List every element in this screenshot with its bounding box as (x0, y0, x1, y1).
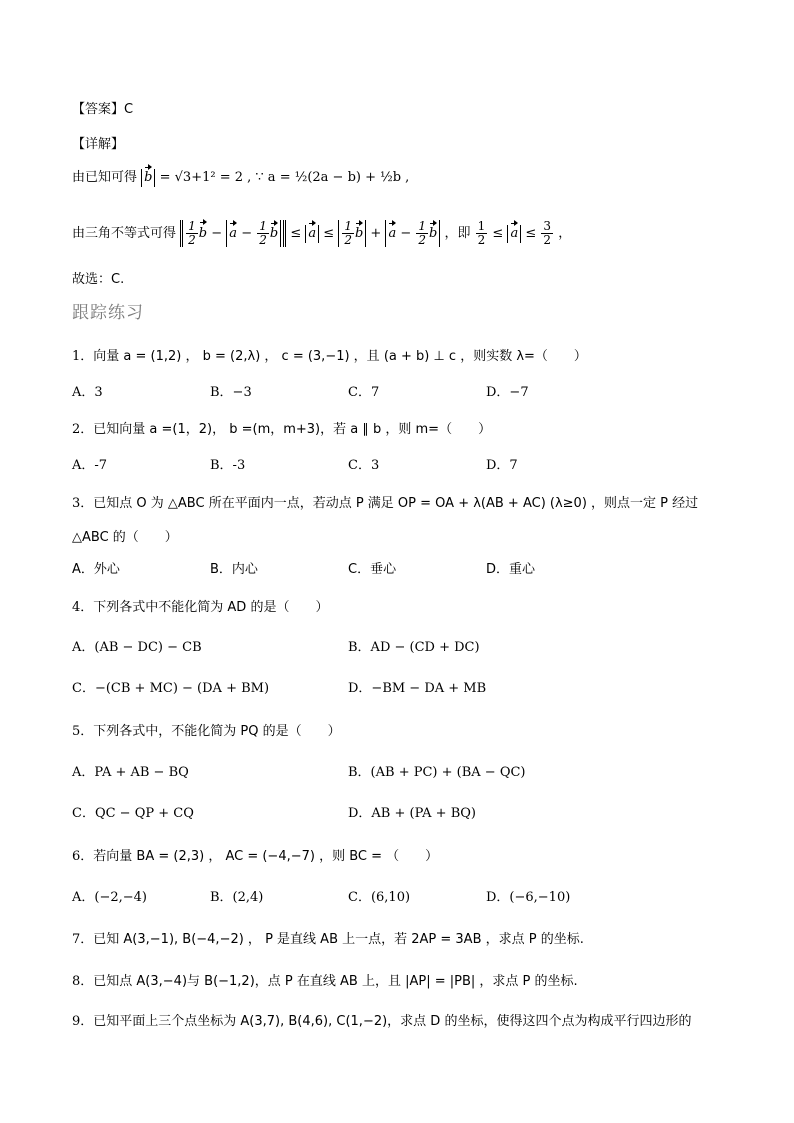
explain-line2-prefix: 由三角不等式可得 (72, 226, 177, 241)
explain-label: 【详解】 (72, 137, 125, 152)
abs-b: b (141, 169, 155, 187)
explain-line-1 (72, 168, 409, 188)
question-number: 1． (72, 349, 94, 364)
q4-option-c: C．−(CB + MC) − (DA + BM) (72, 681, 270, 696)
q6-option-c: C．(6,10) (348, 890, 411, 905)
question-text-line1: 已知点 O 为 △ABC 所在平面内一点，若动点 P 满足 OP = OA + λ(AB + AC) (λ≥0) ，则点一定 P 经过 (93, 496, 699, 511)
q6-option-a: A．(−2,−4) (72, 890, 147, 905)
question-number: 9． (72, 1014, 94, 1029)
answer-label: 【答案】 (72, 102, 125, 117)
q6-option-b: B．(2,4) (210, 890, 264, 905)
q3-option-c: C．垂心 (348, 562, 397, 577)
q6-option-d: D．(−6,−10) (486, 890, 571, 905)
question-3 (72, 494, 698, 514)
q5-option-a: A．PA + AB − BQ (72, 765, 189, 780)
question-text: 已知向量 a =(1，2)， b =(m，m+3)，若 a ∥ b ，则 m=（ ） (93, 422, 492, 437)
q3-option-a: A．外心 (72, 562, 120, 577)
q1-option-b: B．−3 (210, 385, 252, 400)
q5-option-c: C．QC − QP + CQ (72, 806, 194, 821)
question-number: 6． (72, 849, 94, 864)
question-2 (72, 420, 491, 440)
question-number: 3． (72, 496, 94, 511)
question-text: 已知点 A(3,−4)与 B(−1,2)，点 P 在直线 AB 上，且 |AP| = |PB| ，求点 P 的坐标. (93, 974, 578, 989)
question-7 (72, 930, 584, 950)
explain-line2-mid: ，即 (444, 226, 471, 241)
answer-value: C (124, 102, 134, 117)
question-number: 5． (72, 724, 94, 739)
question-text: 下列各式中，不能化简为 PQ 的是（ ） (93, 724, 341, 739)
question-5 (72, 722, 341, 742)
question-number: 8． (72, 974, 94, 989)
q1-option-d: D．−7 (486, 385, 529, 400)
q2-option-c: C．3 (348, 458, 380, 473)
explain-line-2: 由三角不等式可得 $\frac{1}{2}$ b − a − $\frac{1}{2}$ b ≤ a ≤ $\frac{1}{2}$ b + a − $\frac{1}{2}$ b ，即 $\frac{1}{2}$ ≤ a ≤ $\frac{3}{2}$ ， (72, 219, 572, 247)
q3-option-d: D．重心 (486, 562, 536, 577)
q1-option-c: C．7 (348, 385, 380, 400)
triangle-inequality-expr: $\frac{1}{2}$ b − a − $\frac{1}{2}$ b (180, 220, 286, 247)
question-9 (72, 1012, 691, 1032)
q5-option-b: B．(AB + PC) + (BA − QC) (348, 765, 526, 780)
q4-option-a: A．(AB − DC) − CB (72, 640, 202, 655)
explain-conclusion: 故选：C. (72, 272, 125, 287)
answer-line (72, 100, 133, 120)
question-text: 下列各式中不能化简为 AD 的是（ ） (93, 600, 329, 615)
question-number: 4． (72, 600, 94, 615)
question-8 (72, 972, 578, 992)
q2-option-b: B．-3 (210, 458, 246, 473)
q5-option-d: D．AB + (PA + BQ) (348, 806, 476, 821)
q4-option-d: D．−BM − DA + MB (348, 681, 487, 696)
question-6 (72, 847, 438, 867)
question-text: 向量 a = (1,2) ， b = (2,λ) ， c = (3,−1) ，且 (a + b) ⊥ c ，则实数 λ=（ ） (93, 349, 587, 364)
q2-option-d: D．7 (486, 458, 518, 473)
explain-line1-eq: = √3+1² = 2 , ∵ a = ½(2a − b) + ½b , (159, 170, 410, 185)
question-number: 7． (72, 932, 94, 947)
question-3-line2: △ABC 的（ ） (72, 530, 178, 545)
question-text: 若向量 BA = (2,3) ， AC = (−4,−7) ，则 BC = （ ） (93, 849, 439, 864)
q2-option-a: A．-7 (72, 458, 108, 473)
q1-option-a: A．3 (72, 385, 103, 400)
question-number: 2． (72, 422, 94, 437)
section-title: 跟踪练习 (72, 303, 144, 323)
question-4 (72, 598, 328, 618)
question-text: 已知 A(3,−1), B(−4,−2) ， P 是直线 AB 上一点，若 2AP = 3AB ，求点 P 的坐标. (93, 932, 584, 947)
question-1 (72, 347, 587, 367)
q3-option-b: B．内心 (210, 562, 258, 577)
explain-line1-prefix: 由已知可得 (72, 170, 138, 185)
explain-line2-end: ， (558, 226, 572, 241)
question-text: 已知平面上三个点坐标为 A(3,7), B(4,6), C(1,−2)，求点 D 的坐标，使得这四个点为构成平行四边形的 (93, 1014, 692, 1029)
q4-option-b: B．AD − (CD + DC) (348, 640, 480, 655)
